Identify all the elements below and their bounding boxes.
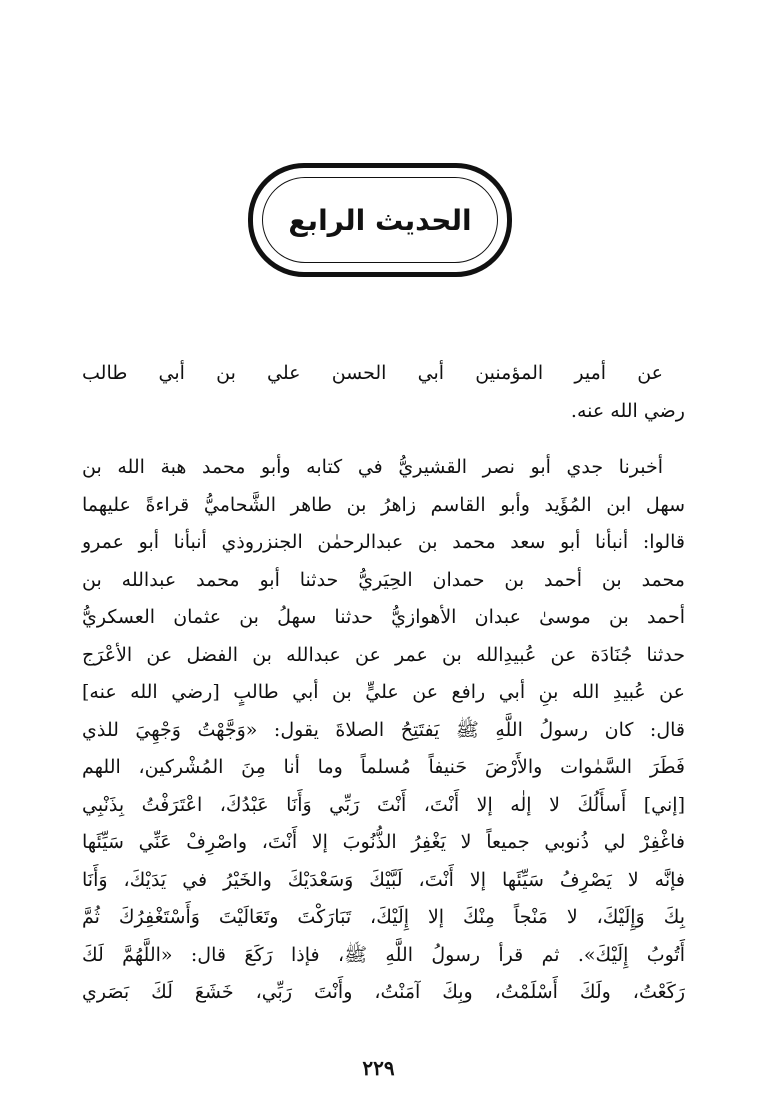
hadith-line: فإنَّه لا يَصْرِفُ سَيِّئَها إلا أَنْتَ، لَبَّيْكَ وَسَعْدَيْكَ والخَيْرُ في يَدَيْكَ، وَأَنَا: [82, 868, 685, 891]
hadith-line: قال: كان رسولُ اللَّهِ ﷺ يَفتَتِحُ الصلاةَ يقول: «وَجَّهْتُ وَجْهِيَ للذي: [82, 718, 685, 741]
hadith-line: أخبرنا جدي أبو نصر القشيريُّ في كتابه وأبو محمد هبة الله بن: [82, 456, 663, 478]
hadith-line: سهل ابن المُؤَيد وأبو القاسم زاهرُ بن طاهر الشَّحاميُّ قراءةً عليهما: [82, 493, 685, 516]
intro-line: عن أمير المؤمنين أبي الحسن علي بن أبي طالب: [82, 362, 663, 384]
intro-paragraph: [82, 355, 685, 430]
hadith-line: فَطَرَ السَّمٰوات والأَرْضَ حَنيفاً مُسلماً وما أنا مِنَ المُشْركين، اللهم: [82, 756, 685, 778]
hadith-line: عن عُبيدِ الله بنِ أبي رافع عن عليٍّ بن أبي طالبٍ [رضي الله عنه]: [82, 681, 685, 703]
hadith-line: أحمد بن موسىٰ عبدان الأهوازيُّ حدثنا سهلُ بن عثمان العسكريُّ: [82, 606, 685, 628]
hadith-line: رَكَعْتُ، ولَكَ أَسْلَمْتُ، وبِكَ آمَنْتُ، وأَنْتَ رَبِّي، خَشَعَ لَكَ بَصَري: [82, 981, 685, 1003]
hadith-line: قالوا: أنبأنا أبو سعد محمد بن عبدالرحمٰن الجنزروذي أنبأنا أبو عمرو: [82, 531, 686, 553]
chapter-title-frame: [248, 163, 512, 277]
hadith-line: محمد بن أحمد بن حمدان الحِيَريُّ حدثنا أبو محمد عبدالله بن: [82, 568, 685, 591]
hadith-line: أَتُوبُ إِلَيْكَ». ثم قرأ رسولُ اللَّهِ ﷺ، فإذا رَكَعَ قال: «اللَّهُمَّ لَكَ: [82, 943, 685, 966]
page-number: ٢٢٩: [362, 1056, 395, 1080]
hadith-paragraph: [82, 449, 685, 1012]
hadith-line: بِكَ وَإِلَيْكَ، لا مَنْجاً مِنْكَ إلا إِلَيْكَ، تَبَارَكْتَ وتَعَالَيْتَ وَأَسْتَغْفِرُكَ ثُمَّ: [82, 906, 685, 928]
chapter-title-inner-frame: [262, 177, 498, 263]
chapter-title: الحديث الرابع: [288, 203, 472, 237]
hadith-line: [إني] أَسأَلُكَ لا إلٰه إلا أَنْتَ، أَنْتَ رَبِّي وَأَنَا عَبْدُكَ، اعْتَرَفْتُ بِذَنْبِي: [82, 793, 685, 816]
hadith-line: فاغْفِرْ لي ذُنوبي جميعاً لا يَغْفِرُ الذُّنُوبَ إلا أَنْتَ، واصْرِفْ عَنِّي سَيِّئَها: [82, 831, 685, 853]
intro-line: رضي الله عنه.: [570, 399, 685, 422]
hadith-line: حدثنا جُنَادَة عن عُبيدِالله بن عمر عن عبدالله بن الفضل عن الأعْرَج: [82, 643, 685, 666]
